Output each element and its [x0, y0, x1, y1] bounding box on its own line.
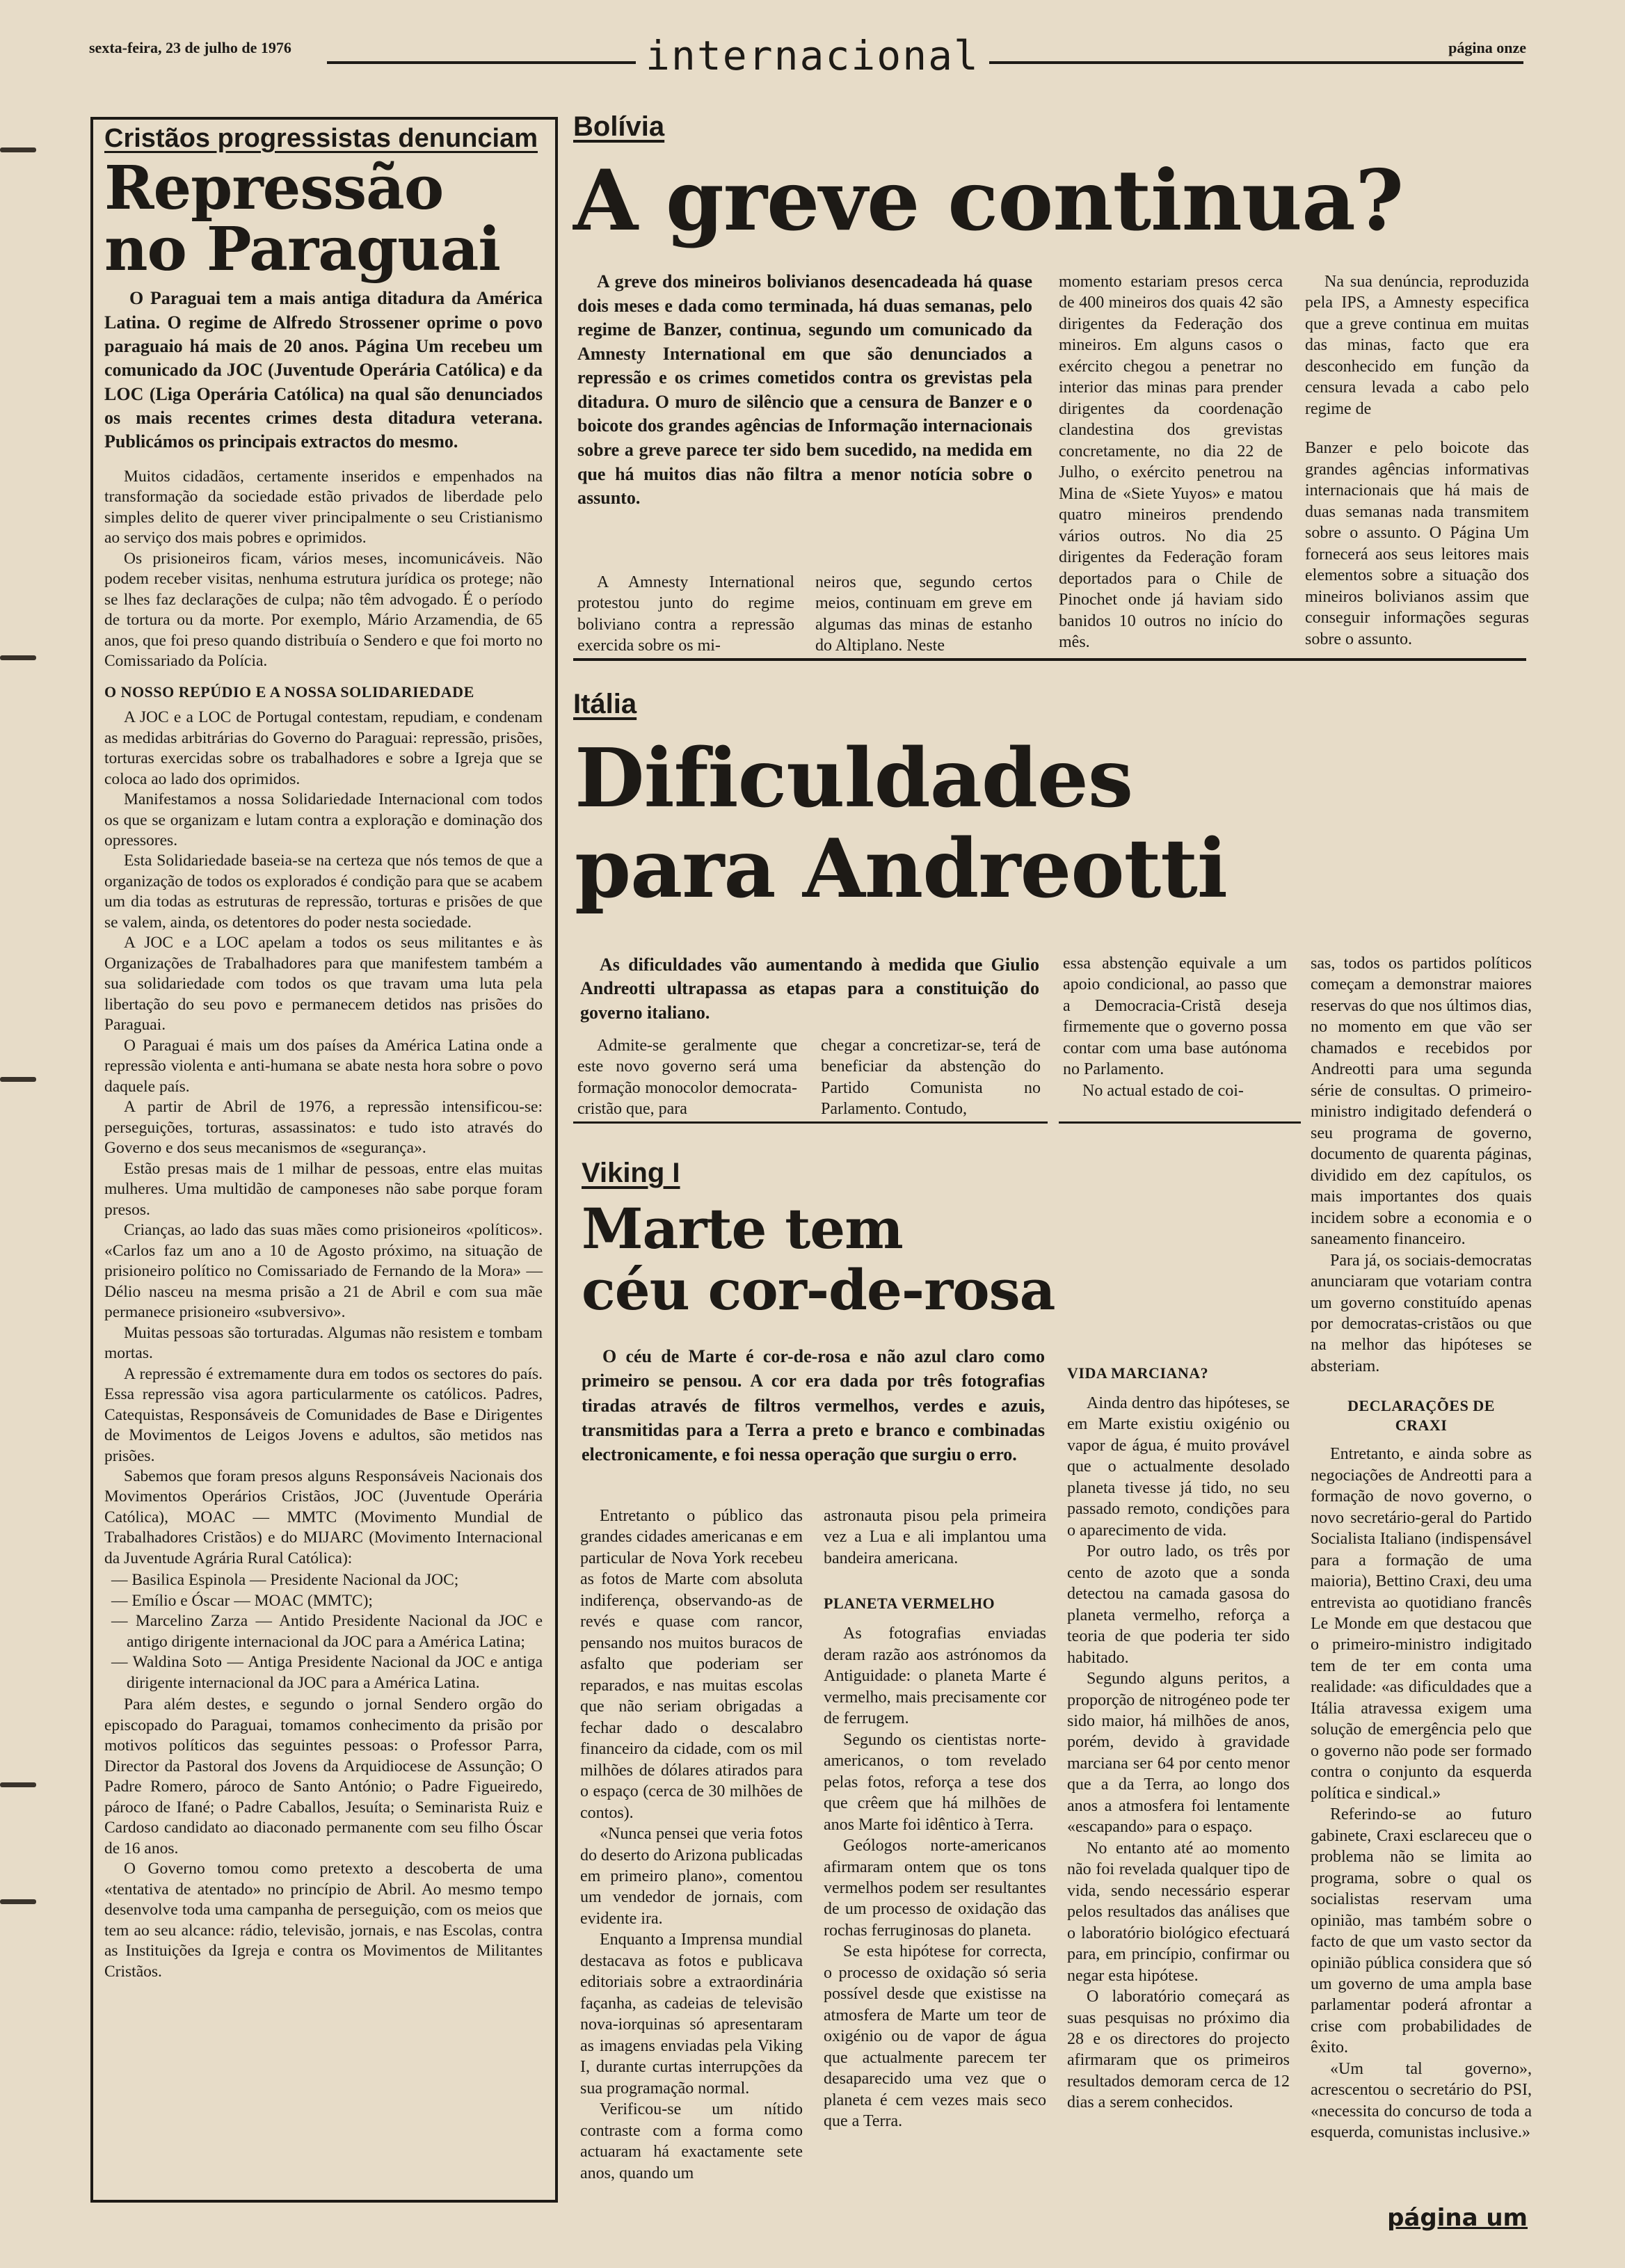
paraguai-paragraph: Manifestamos a nossa Solidariedade Internacional com todos os que se organizam e lutam contra a exploração e dominação dos opressores.: [104, 790, 543, 849]
viking-lede: O céu de Marte é cor-de-rosa e não azul claro como primeiro se pensou. A cor era dada por três fotografias tiradas através de filtros vermelhos, verdes e azuis, transmitidas para a Terra a preto e branco e combinadas electronicamente, e foi nessa operação que surgiu o erro.: [582, 1346, 1045, 1465]
section-divider: [573, 658, 1526, 661]
italia-column: [577, 1035, 797, 1120]
paraguai-paragraph: Os prisioneiros ficam, vários meses, incomunicáveis. Não podem receber visitas, nenhuma estrutura jurídica os protege; não se lhes faz declarações de culpa; não têm advogado. É o período de tortura ou da morte. Por exemplo, Mário Arzamendia, de 65 anos, que foi preso quando distribuía o Sendero e que foi morto no Comissariado da Polícia.: [104, 549, 543, 670]
italia-kicker: Itália: [573, 689, 637, 719]
viking-paragraph: astronauta pisou pela primeira vez a Lua e ali implantou uma bandeira americana.: [824, 1507, 1046, 1567]
section-title: internacional: [636, 32, 989, 79]
italia-headline-line1: Dificuldades: [575, 731, 1133, 826]
viking-paragraph: Verificou-se um nítido contraste com a forma como actuaram há exactamente sete anos, quando um: [580, 2100, 803, 2182]
signoff: página um: [1387, 2204, 1528, 2232]
issue-date: sexta-feira, 23 de julho de 1976: [89, 39, 291, 56]
list-item: — Emílio e Óscar — MOAC (MMTC);: [127, 1591, 543, 1611]
list-item: — Marcelino Zarza — Antido Presidente Nacional da JOC e antigo dirigente internacional da JOC para a América Latina;: [127, 1611, 543, 1652]
viking-paragraph: Geólogos norte-americanos afirmaram ontem que os tons vermelhos podem ser resultantes de um processo de oxidação das rochas ferruginosas do planeta.: [824, 1837, 1046, 1940]
italia-paragraph: Referindo-se ao futuro gabinete, Craxi esclareceu que o problema não se limita ao programa, sobre o qual os socialistas reservam uma opinião, mas também sobre o facto de que um vasto sector da opinião pública considera que só um governo de uma ampla base parlamentar poderá afrontar a crise com probabilidades de êxito.: [1311, 1805, 1532, 2057]
paraguai-lede: O Paraguai tem a mais antiga ditadura da América Latina. O regime de Alfredo Strossener oprime o povo paraguaio há mais de 20 anos. Página Um recebeu um comunicado da JOC (Juventude Operária Católica) e da LOC (Liga Operária Católica) na qual são denunciados os mais recentes crimes desta ditadura veterana. Publicámos os principais extractos do mesmo.: [104, 288, 543, 452]
bolivia-paragraph: Banzer e pelo boicote das grandes agências informativas internacionais que há mais de duas semanas nada transmitem sobre o assunto. O Página Um fornecerá aos seus leitores mais elementos sobre a situação dos mineiros bolivianos assim que conseguir informações seguras sobre o assunto.: [1305, 439, 1529, 648]
italia-paragraph: Admite-se geralmente que este novo governo será uma formação monocolor democrata-cristão que, para: [577, 1037, 797, 1119]
viking-paragraph: Enquanto a Imprensa mundial destacava as fotos e publicava editoriais sobre a extraordinária façanha, as cadeias de televisão nova-iorquinas só apresentaram as imagens enviadas pela Viking I, durante curtas interrupções da sua programação normal.: [580, 1931, 803, 2098]
planeta-subhead: PLANETA VERMELHO: [824, 1595, 995, 1613]
bolivia-headline: A greve continua?: [573, 152, 1404, 250]
paraguai-paragraph: A JOC e a LOC apelam a todos os seus militantes e às Organizações de Trabalhadores para que manifestem também a sua solidariedade com todos os que travam uma luta pela libertação do seu povo e permanecem detidos nas prisões do Paraguai.: [104, 934, 543, 1035]
binder-mark: [0, 1899, 36, 1904]
italia-paragraph: sas, todos os partidos políticos começam a demonstrar maiores reservas do que nos últimos dias, no momento em que vão ser chamados e recebidos por Andreotti para uma segunda série de consultas. O primeiro-ministro indigitado defenderá o seu programa de governo, documento de quarenta páginas, dividido em dez capítulos, os mais importantes dos quais incidem sobre a economia e o saneamento financeiro.: [1311, 955, 1532, 1249]
list-item: — Basilica Espinola — Presidente Nacional da JOC;: [127, 1570, 543, 1590]
binder-mark: [0, 1077, 36, 1082]
paraguai-headline-line1: Repressão: [104, 153, 444, 223]
viking-paragraph: Por outro lado, os três por cento de azoto que a sonda detectou na camada gasosa do planeta vermelho, reforça a teoria de que poderia ter sido habitado.: [1067, 1542, 1290, 1667]
viking-column: [1067, 1364, 1290, 2114]
viking-paragraph: Se esta hipótese for correcta, o processo de oxidação só seria possível desde que existisse na atmosfera de Marte um teor de oxigénio ou de vapor de água que actualmente parecem ter desaparecido uma vez que o planeta é cem vezes mais seco que a Terra.: [824, 1942, 1046, 2131]
viking-paragraph: «Nunca pensei que veria fotos do deserto do Arizona publicadas em primeiro plano», comentou um vendedor de jornais, com evidente ira.: [580, 1825, 803, 1928]
binder-mark: [0, 1782, 36, 1787]
bolivia-kicker: Bolívia: [573, 111, 665, 142]
italia-lede: As dificuldades vão aumentando à medida que Giulio Andreotti ultrapassa as etapas para a constituição do governo italiano.: [580, 955, 1039, 1023]
paraguai-paragraph: Para além destes, e segundo o jornal Sendero orgão do episcopado do Paraguai, tomamos conhecimento da prisão por motivos políticos das seguintes pessoas: o Professor Parra, Director da Pastoral dos Jovens da Arquidiocese de Assunção; O Padre Romero, pároco de Santo António; o Padre Figueiredo, pároco de Ifané; o Padre Caballos, Jesuíta; o Seminarista Ruiz e Cardoso candidato ao diaconado permanente com seu filho Óscar de 16 anos.: [104, 1695, 543, 1858]
vida-subhead: VIDA MARCIANA?: [1067, 1364, 1209, 1382]
paraguai-headline-line2: no Paraguai: [104, 214, 500, 285]
viking-headline-line1: Marte tem: [582, 1196, 903, 1261]
detainee-list: [104, 1570, 543, 1693]
italia-paragraph: Para já, os sociais-democratas anunciaram que votariam contra um governo constituído apenas por democratas-cristãos ou que na melhor das hipóteses se absteriam.: [1311, 1251, 1532, 1375]
viking-paragraph: Segundo alguns peritos, a proporção de nitrogéneo pode ter sido maior, há milhões de anos, porém, devido à gravidade marciana ser 64 por cento menor que a da Terra, ao longo dos anos a atmosfera foi lentamente «escapando» para o espaço.: [1067, 1670, 1290, 1837]
viking-paragraph: No entanto até ao momento não foi revelada qualquer tipo de vida, sendo necessário esperar pelos resultados das análises que o laboratório biológico efectuará para, em princípio, confirmar ou negar esta hipótese.: [1067, 1839, 1290, 1985]
binder-mark: [0, 147, 36, 152]
paraguai-paragraph: Estão presas mais de 1 milhar de pessoas, entre elas muitas mulheres. Uma multidão de camponeses não sabe porque foram presos.: [104, 1159, 543, 1219]
binder-mark: [0, 655, 36, 660]
paraguai-paragraph: O Governo tomou como pretexto a descoberta de uma «tentativa de atentado» no princípio de Abril. Ao mesmo tempo desenvolve toda uma campanha de perseguição, com os meios que tem ao seu alcance: rádio, televisão, jornais, e nas Escolas, contra as Instituições da Igreja e contra os Movimentos de Militantes Cristãos.: [104, 1860, 543, 1981]
viking-column: [824, 1506, 1046, 2132]
bolivia-lede: A greve dos mineiros bolivianos desencadeada há quase dois meses e dada como terminada, há duas semanas, pelo regime de Banzer, continua, segundo um comunicado da Amnesty International em que são denunciados a repressão e os crimes cometidos contra os grevistas pela ditadura. O muro de silêncio que a censura de Banzer e o boicote dos grandes agências de Informação internacionais sobre a greve parece ter sido bem sucedido, na medida em que há muitos dias não filtra a menor notícia sobre o assunto.: [577, 271, 1032, 509]
viking-paragraph: Entretanto o público das grandes cidades americanas e em particular de Nova York recebeu as fotos de Marte com absoluta indiferença, observando-as de revés e quase com rancor, pensando nos muitos buracos de asfalto que poderiam ser reparados, e nas muitas escolas que não seriam obrigadas a fechar dado o descalabro financeiro da cidade, com os mil milhões de dólares atirados para o espaço (cerca de 30 milhões de contos).: [580, 1507, 803, 1822]
paraguai-paragraph: O Paraguai é mais um dos países da América Latina onde a repressão violenta e anti-humana se abate nesta hora sobre o povo daquele país.: [104, 1036, 543, 1096]
paraguai-kicker: Cristãos progressistas denunciam: [104, 124, 538, 153]
bolivia-paragraph: neiros que, segundo certos meios, continuam em greve em algumas das minas de estanho do Altiplano. Neste: [815, 573, 1032, 655]
viking-column: [580, 1506, 803, 2184]
italia-column: [1063, 953, 1287, 1101]
italia-paragraph: «Um tal governo», acrescentou o secretário do PSI, «necessita do concurso de toda a esquerda, comunistas inclusive.»: [1311, 2059, 1532, 2142]
italia-headline-line2: para Andreotti: [575, 822, 1227, 916]
italia-paragraph: No actual estado de coi-: [1082, 1081, 1244, 1100]
paraguai-subhead: O NOSSO REPÚDIO E A NOSSA SOLIDARIEDADE: [104, 683, 474, 701]
bolivia-paragraph: Na sua denúncia, reproduzida pela IPS, a Amnesty especifica que a greve continua em muitas das minas, facto que era desconhecido em função da censura levada a cabo pelo regime de: [1305, 273, 1529, 418]
page-number: página onze: [1448, 39, 1526, 56]
italia-paragraph: Entretanto, e ainda sobre as negociações de Andreotti para a formação de novo governo, o novo secretário-geral do Partido Socialista Italiano (indispensável para a formação de uma maioria), Bettino Craxi, deu uma entrevista ao quotidiano francês Le Monde em que destacou que o primeiro-ministro indigitado tem de ter em conta uma realidade: «as dificuldades que a Itália atravessa exigem uma solução de emergência pelo que o governo não pode ser formado contra o conjunto da esquerda política e sindical.»: [1311, 1445, 1532, 1803]
viking-paragraph: O laboratório começará as suas pesquisas no próximo dia 28 e os directores do projecto afirmaram que os primeiros resultados demoram cerca de 12 dias a serem conhecidos.: [1067, 1988, 1290, 2112]
bolivia-column: [1305, 271, 1529, 650]
section-divider: [1059, 1121, 1301, 1124]
paraguai-paragraph: Muitos cidadãos, certamente inseridos e empenhados na transformação da sociedade estão privados de liberdade pelo simples delito de querer viver principalmente o seu Cristianismo ao serviço dos mais pobres e oprimidos.: [104, 467, 543, 548]
bolivia-column: [815, 572, 1032, 657]
paraguai-article: [104, 124, 543, 1982]
list-item: — Waldina Soto — Antiga Presidente Nacional da JOC e antiga dirigente internacional da JOC para a América Latina.: [127, 1652, 543, 1693]
paraguai-paragraph: Muitas pessoas são torturadas. Algumas não resistem e tombam mortas.: [104, 1323, 543, 1363]
bolivia-paragraph: A Amnesty International protestou junto do regime boliviano contra a repressão exercida sobre os mi-: [577, 573, 794, 655]
paraguai-paragraph: Crianças, ao lado das suas mães como prisioneiros «políticos». «Carlos faz um ano a 10 de Agosto próximo, na situação de prisioneiro político no Comissariado de Fernando de la Mora» — Délio nasceu na mesma prisão a 21 de Abril e com sua mãe permanece prisioneiro «subversivo».: [104, 1221, 543, 1322]
craxi-subhead: DECLARAÇÕES DE CRAXI: [1347, 1397, 1495, 1435]
bolivia-column: [1059, 271, 1283, 653]
viking-paragraph: Segundo os cientistas norte-americanos, o tom revelado pelas fotos, reforça a tese dos que crêem que há milhões de anos Marte foi idêntico à Terra.: [824, 1730, 1046, 1834]
viking-paragraph: As fotografias enviadas deram razão aos astrónomos da Antiguidade: o planeta Marte é vermelho, mais precisamente cor de ferrugem.: [824, 1624, 1046, 1728]
paraguai-paragraph: A partir de Abril de 1976, a repressão intensificou-se: perseguições, torturas, assassinatos: e tudo isto através do Governo e dos seus mecanismos de «segurança».: [104, 1098, 543, 1158]
viking-headline-line2: céu cor-de-rosa: [582, 1257, 1055, 1323]
bolivia-paragraph: momento estariam presos cerca de 400 mineiros dos quais 42 são dirigentes da Federação dos mineiros. Em alguns casos o exército chegou a penetrar no interior das minas para prender dirigentes da coordenação clandestina dos grevistas concretamente, no dia 22 de Julho, o exército penetrou na Mina de «Siete Yuyos» e matou quatro mineiros prendendo vários outros. No dia 25 dirigentes da Federação foram deportados para o Chile de Pinochet onde já haviam sido banidos 10 outros no início do mês.: [1059, 273, 1283, 651]
paraguai-paragraph: A JOC e a LOC de Portugal contestam, repudiam, e condenam as medidas arbitrárias do Governo do Paraguai: repressão, prisões, torturas exercidas sobre os trabalhadores e sobre a Igreja que se coloca ao lado dos oprimidos.: [104, 708, 543, 788]
section-divider: [573, 1121, 1048, 1124]
viking-kicker: Viking I: [582, 1158, 680, 1188]
italia-column: [821, 1035, 1041, 1120]
viking-paragraph: Ainda dentro das hipóteses, se em Marte existiu oxigénio ou vapor de água, é muito provável que o actualmente desolado planeta tivesse já tido, no seu passado remoto, condições para o aparecimento de vida.: [1067, 1393, 1290, 1540]
bolivia-column: [577, 572, 794, 657]
paraguai-paragraph: Esta Solidariedade baseia-se na certeza que nós temos de que a organização de todos os explorados é condição para que se acabem um dia todas as estruturas de repressão, torturas e prisões de que se valem, ainda, os detentores do poder nesta sociedade.: [104, 852, 543, 932]
paraguai-paragraph: A repressão é extremamente dura em todos os sectores do país. Essa repressão visa agora particularmente os católicos. Padres, Catequistas, Responsáveis de Comunidades de Base e Dirigentes de Movimentos de Leigos Jovens e adultos, são metidos nas prisões.: [104, 1364, 543, 1465]
paraguai-paragraph: Sabemos que foram presos alguns Responsáveis Nacionais dos Movimentos Operários Cristãos, JOC (Juventude Operária Católica), MOAC — MMTC (Movimento Mundial de Trabalhadores Cristãos) e do MIJARC (Movimento Internacional da Juventude Agrária Rural Católica):: [104, 1467, 543, 1567]
italia-paragraph: essa abstenção equivale a um apoio condicional, ao passo que a Democracia-Cristã deseja firmemente que o governo possa contar com uma base autónoma no Parlamento.: [1063, 955, 1287, 1079]
italia-column: [1311, 953, 1532, 2143]
italia-paragraph: chegar a concretizar-se, terá de beneficiar da abstenção do Partido Comunista no Parlamento. Contudo,: [821, 1037, 1041, 1119]
